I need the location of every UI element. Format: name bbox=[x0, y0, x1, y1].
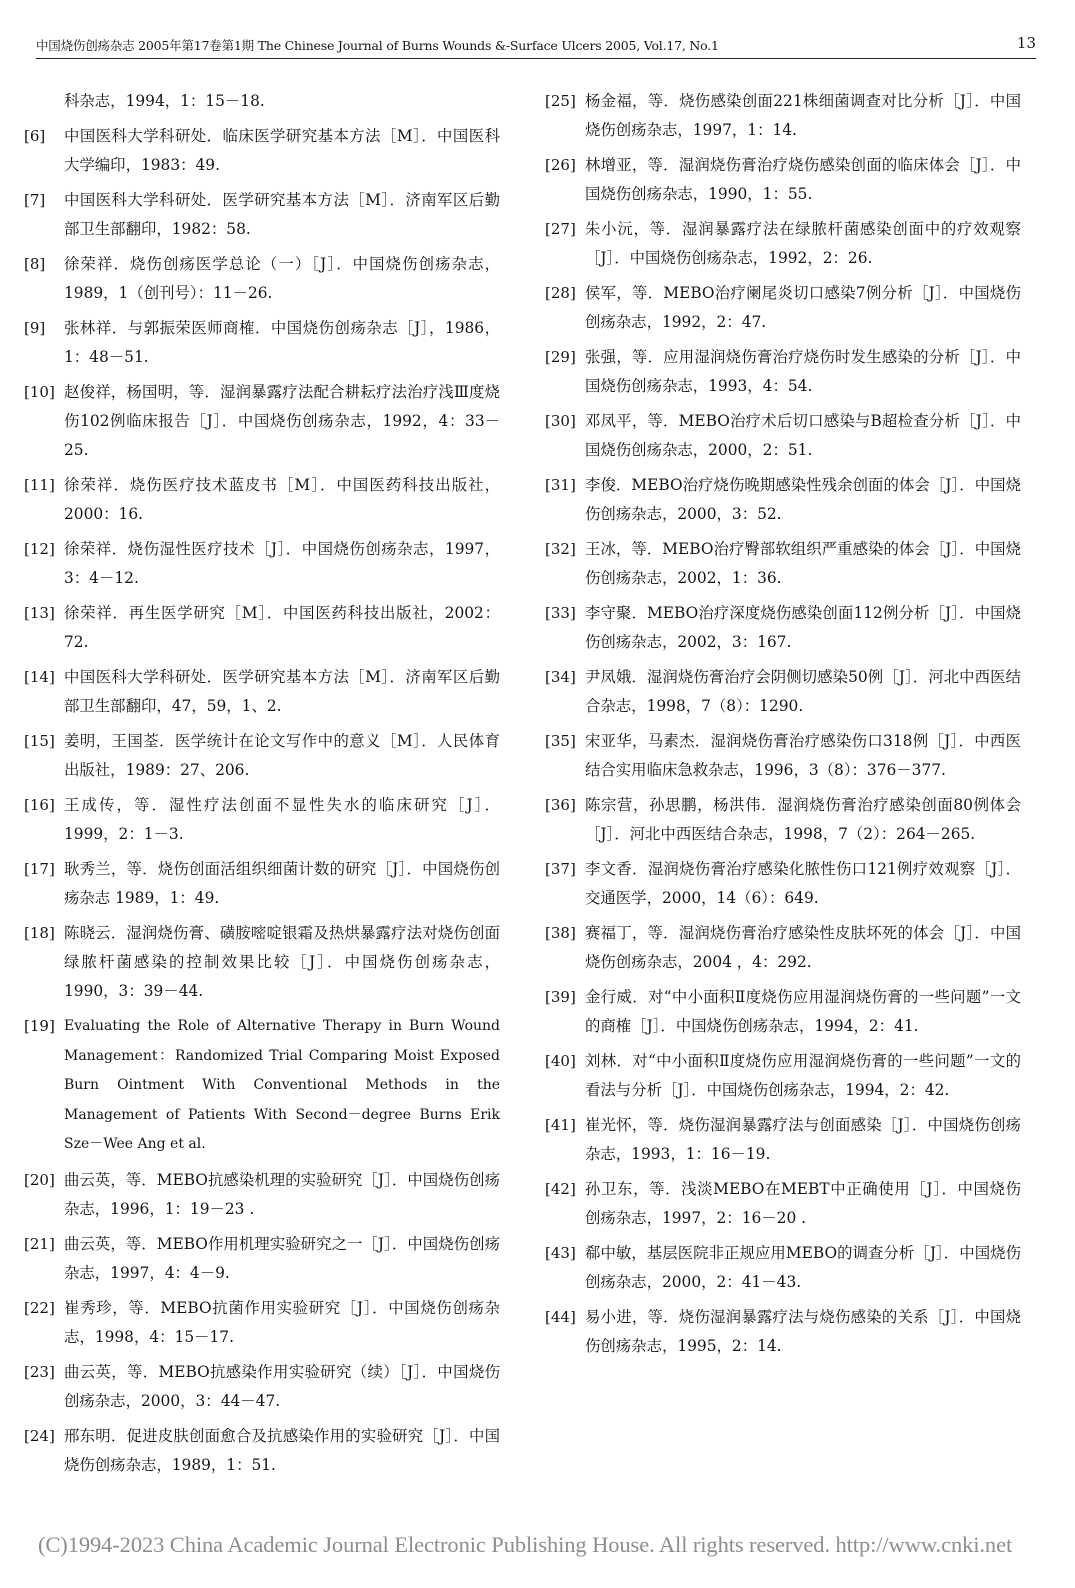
reference-number: [12] bbox=[24, 540, 55, 558]
reference-item bbox=[24, 250, 500, 308]
reference-text: 曲云英，等．MEBO抗感染作用实验研究（续）［J］．中国烧伤创疡杂志，2000，3：44－47. bbox=[64, 1362, 500, 1410]
reference-text: 孙卫东，等．浅淡MEBO在MEBT中正确使用［J］．中国烧伤创疡杂志，1997，2：16－20 . bbox=[585, 1180, 1021, 1227]
reference-item bbox=[24, 1358, 500, 1416]
reference-text: 徐荣祥．烧伤湿性医疗技术［J］．中国烧伤创疡杂志，1997，3：4－12. bbox=[64, 540, 500, 587]
reference-number: [32] bbox=[545, 540, 576, 558]
reference-number: [37] bbox=[545, 860, 576, 878]
reference-number: [8] bbox=[24, 255, 46, 273]
reference-item bbox=[545, 279, 1021, 337]
reference-item bbox=[24, 1422, 500, 1480]
reference-number: [38] bbox=[545, 924, 576, 942]
reference-text: 邓凤平，等．MEBO治疗术后切口感染与B超检查分析［J］．中国烧伤创疡杂志，2000，2：51. bbox=[585, 412, 1021, 459]
references-right-column bbox=[545, 87, 1021, 1367]
reference-item bbox=[545, 1175, 1021, 1233]
reference-text: 侯军，等．MEBO治疗阑尾炎切口感染7例分析［J］．中国烧伤创疡杂志，1992，2：47. bbox=[585, 284, 1021, 331]
reference-text: 朱小沅，等．湿润暴露疗法在绿脓杆菌感染创面中的疗效观察［J］．中国烧伤创疡杂志，1992，2：26. bbox=[585, 220, 1021, 267]
reference-number: [20] bbox=[24, 1170, 55, 1189]
reference-item bbox=[24, 186, 500, 244]
reference-text: 杨金福，等．烧伤感染创面221株细菌调查对比分析［J］．中国烧伤创疡杂志，1997，1：14. bbox=[585, 92, 1021, 139]
reference-number: [30] bbox=[545, 412, 576, 430]
reference-text: 宋亚华，马素杰．湿润烧伤膏治疗感染伤口318例［J］．中西医结合实用临床急救杂志，1996，3（8）：376－377. bbox=[585, 732, 1021, 779]
reference-text: Evaluating the Role of Alternative Therapy in Burn Wound Management：Randomized Trial Comparing Moist Exposed Burn Ointment With Conventional Methods in the Management of Patients With Second－degree Burns Erik Sze－Wee Ang et al. bbox=[64, 1018, 500, 1152]
reference-item bbox=[24, 791, 500, 849]
running-header bbox=[36, 36, 1036, 59]
reference-item bbox=[545, 599, 1021, 657]
reference-number: [15] bbox=[24, 732, 55, 750]
reference-item bbox=[545, 535, 1021, 593]
reference-text: 徐荣祥．烧伤创疡医学总论（一）［J］．中国烧伤创疡杂志，1989，1（创刊号）：11－26. bbox=[64, 255, 500, 302]
reference-number: [27] bbox=[545, 220, 576, 238]
reference-number: [40] bbox=[545, 1052, 576, 1070]
reference-item bbox=[545, 1111, 1021, 1169]
reference-number: [14] bbox=[24, 668, 55, 686]
reference-item bbox=[545, 1047, 1021, 1105]
reference-item bbox=[24, 919, 500, 1006]
reference-item bbox=[24, 1294, 500, 1352]
reference-item bbox=[545, 791, 1021, 849]
reference-number: [31] bbox=[545, 476, 576, 494]
reference-text: 张强，等．应用湿润烧伤膏治疗烧伤时发生感染的分析［J］．中国烧伤创疡杂志，1993，4：54. bbox=[585, 348, 1021, 395]
reference-text: 赵俊祥，杨国明，等．湿润暴露疗法配合耕耘疗法治疗浅Ⅲ度烧伤102例临床报告［J］．中国烧伤创疡杂志，1992，4：33－25. bbox=[64, 383, 500, 459]
reference-number: [19] bbox=[24, 1017, 55, 1035]
reference-item bbox=[24, 1166, 500, 1224]
reference-text: 徐荣祥．再生医学研究［M］．中国医药科技出版社，2002：72. bbox=[64, 604, 500, 651]
reference-text: 郗中敏，基层医院非正规应用MEBO的调查分析［J］．中国烧伤创疡杂志，2000，2：41－43. bbox=[585, 1244, 1021, 1291]
reference-text: 易小进，等．烧伤湿润暴露疗法与烧伤感染的关系［J］．中国烧伤创疡杂志，1995，2：14. bbox=[585, 1308, 1021, 1355]
reference-item bbox=[545, 855, 1021, 913]
reference-number: [6] bbox=[24, 127, 46, 145]
reference-item bbox=[545, 1239, 1021, 1297]
reference-number: [42] bbox=[545, 1180, 576, 1198]
reference-item bbox=[24, 87, 500, 116]
reference-number: [44] bbox=[545, 1308, 576, 1326]
reference-text: 李守聚．MEBO治疗深度烧伤感染创面112例分析［J］．中国烧伤创疡杂志，2002，3：167. bbox=[585, 604, 1021, 651]
reference-item bbox=[545, 983, 1021, 1041]
reference-text: 李俊．MEBO治疗烧伤晚期感染性残余创面的体会［J］．中国烧伤创疡杂志，2000，3：52. bbox=[585, 476, 1021, 523]
reference-item bbox=[545, 727, 1021, 785]
reference-number: [23] bbox=[24, 1362, 55, 1381]
reference-number: [21] bbox=[24, 1234, 55, 1253]
reference-item bbox=[545, 215, 1021, 273]
reference-text: 陈宗营，孙思鹏，杨洪伟．湿润烧伤膏治疗感染创面80例体会［J］．河北中西医结合杂志，1998，7（2）：264－265. bbox=[585, 796, 1021, 843]
reference-text: 邢东明．促进皮肤创面愈合及抗感染作用的实验研究［J］．中国烧伤创疡杂志，1989，1：51. bbox=[64, 1426, 500, 1474]
reference-item bbox=[545, 151, 1021, 209]
reference-item bbox=[24, 727, 500, 785]
reference-item bbox=[24, 378, 500, 465]
reference-item bbox=[545, 471, 1021, 529]
reference-text: 中国医科大学科研处．医学研究基本方法［M］．济南军区后勤部卫生部翻印，1982：58. bbox=[64, 191, 500, 238]
reference-item bbox=[24, 1230, 500, 1288]
reference-text: 崔秀珍，等．MEBO抗菌作用实验研究［J］．中国烧伤创疡杂志，1998，4：15－17. bbox=[64, 1298, 500, 1346]
reference-text: 曲云英，等．MEBO作用机理实验研究之一［J］．中国烧伤创疡杂志，1997，4：4－9. bbox=[64, 1234, 500, 1282]
reference-text: 耿秀兰，等．烧伤创面活组织细菌计数的研究［J］．中国烧伤创疡杂志 1989，1：49. bbox=[64, 860, 500, 907]
reference-text: 尹凤娥．湿润烧伤膏治疗会阴侧切感染50例［J］．河北中西医结合杂志，1998，7（8）：1290. bbox=[585, 668, 1021, 715]
reference-item bbox=[24, 1012, 500, 1160]
reference-text: 刘林．对“中小面积Ⅱ度烧伤应用湿润烧伤膏的一些问题”一文的看法与分析［J］．中国烧伤创疡杂志，1994，2：42. bbox=[585, 1052, 1021, 1099]
reference-text: 姜明，王国荃．医学统计在论文写作中的意义［M］．人民体育出版社，1989：27、206. bbox=[64, 732, 500, 779]
reference-number: [36] bbox=[545, 796, 576, 814]
reference-item bbox=[24, 535, 500, 593]
reference-item bbox=[545, 1303, 1021, 1361]
reference-number: [34] bbox=[545, 668, 576, 686]
reference-number: [35] bbox=[545, 732, 576, 750]
reference-number: [26] bbox=[545, 156, 576, 174]
copyright-footer: (C)1994-2023 China Academic Journal Electronic Publishing House. All rights reserved. http://www.cnki.net bbox=[38, 1532, 1013, 1557]
reference-text: 张林祥．与郭振荣医师商榷．中国烧伤创疡杂志［J］，1986，1：48－51. bbox=[64, 319, 500, 366]
reference-text: 林增亚，等．湿润烧伤膏治疗烧伤感染创面的临床体会［J］．中国烧伤创疡杂志，1990，1：55. bbox=[585, 156, 1021, 203]
reference-item bbox=[545, 343, 1021, 401]
reference-text: 中国医科大学科研处．医学研究基本方法［M］．济南军区后勤部卫生部翻印，47，59，1、2. bbox=[64, 668, 500, 715]
reference-number: [17] bbox=[24, 860, 55, 878]
reference-item bbox=[24, 855, 500, 913]
reference-number: [18] bbox=[24, 924, 55, 942]
reference-number: [28] bbox=[545, 284, 576, 302]
reference-number: [13] bbox=[24, 604, 55, 622]
reference-text: 中国医科大学科研处．临床医学研究基本方法［M］．中国医科大学编印，1983：49. bbox=[64, 127, 500, 174]
reference-item bbox=[24, 599, 500, 657]
reference-text: 金行威．对“中小面积Ⅱ度烧伤应用湿润烧伤膏的一些问题”一文的商榷［J］．中国烧伤创疡杂志，1994，2：41. bbox=[585, 988, 1021, 1035]
reference-number: [11] bbox=[24, 476, 55, 494]
reference-text: 陈晓云．湿润烧伤膏、磺胺嘧啶银霜及热烘暴露疗法对烧伤创面绿脓杆菌感染的控制效果比较［J］．中国烧伤创疡杂志，1990，3：39－44. bbox=[64, 924, 500, 1000]
reference-text: 崔光怀，等．烧伤湿润暴露疗法与创面感染［J］．中国烧伤创疡杂志，1993，1：16－19. bbox=[585, 1116, 1021, 1163]
reference-text: 李文香．湿润烧伤膏治疗感染化脓性伤口121例疗效观察［J］．交通医学，2000，14（6）：649. bbox=[585, 860, 1021, 907]
page-number: 13 bbox=[1016, 34, 1036, 52]
reference-number: [39] bbox=[545, 988, 576, 1006]
reference-text: 曲云英，等．MEBO抗感染机理的实验研究［J］．中国烧伤创疡杂志，1996，1：19－23 . bbox=[64, 1170, 500, 1218]
reference-number: [9] bbox=[24, 319, 46, 337]
reference-number: [33] bbox=[545, 604, 576, 622]
reference-number: [10] bbox=[24, 383, 55, 401]
reference-text: 科杂志，1994，1：15－18. bbox=[64, 92, 265, 110]
reference-item bbox=[24, 122, 500, 180]
reference-text: 王成传，等．湿性疗法创面不显性失水的临床研究［J］．1999，2：1－3. bbox=[64, 796, 500, 843]
journal-citation-header: 中国烧伤创疡杂志 2005年第17卷第1期 The Chinese Journal of Burns Wounds &-Surface Ulcers 2005, Vol.17, No.1 bbox=[36, 38, 719, 53]
reference-number: [25] bbox=[545, 92, 576, 110]
reference-item bbox=[545, 407, 1021, 465]
reference-text: 王冰，等．MEBO治疗臀部软组织严重感染的体会［J］．中国烧伤创疡杂志，2002，1：36. bbox=[585, 540, 1021, 587]
reference-number: [22] bbox=[24, 1298, 55, 1317]
reference-item bbox=[24, 314, 500, 372]
reference-item bbox=[545, 919, 1021, 977]
reference-item bbox=[545, 663, 1021, 721]
reference-item bbox=[24, 471, 500, 529]
reference-item bbox=[24, 663, 500, 721]
references-left-column bbox=[24, 87, 500, 1486]
reference-number: [16] bbox=[24, 796, 55, 814]
reference-number: [43] bbox=[545, 1244, 576, 1262]
reference-text: 赛福丁，等．湿润烧伤膏治疗感染性皮肤坏死的体会［J］．中国烧伤创疡杂志，2004 ，4：292. bbox=[585, 924, 1021, 971]
reference-item bbox=[545, 87, 1021, 145]
reference-number: [41] bbox=[545, 1116, 576, 1134]
reference-number: [29] bbox=[545, 348, 576, 366]
reference-number: [24] bbox=[24, 1426, 55, 1445]
reference-number: [7] bbox=[24, 191, 46, 209]
reference-text: 徐荣祥．烧伤医疗技术蓝皮书［M］．中国医药科技出版社，2000：16. bbox=[64, 476, 500, 523]
